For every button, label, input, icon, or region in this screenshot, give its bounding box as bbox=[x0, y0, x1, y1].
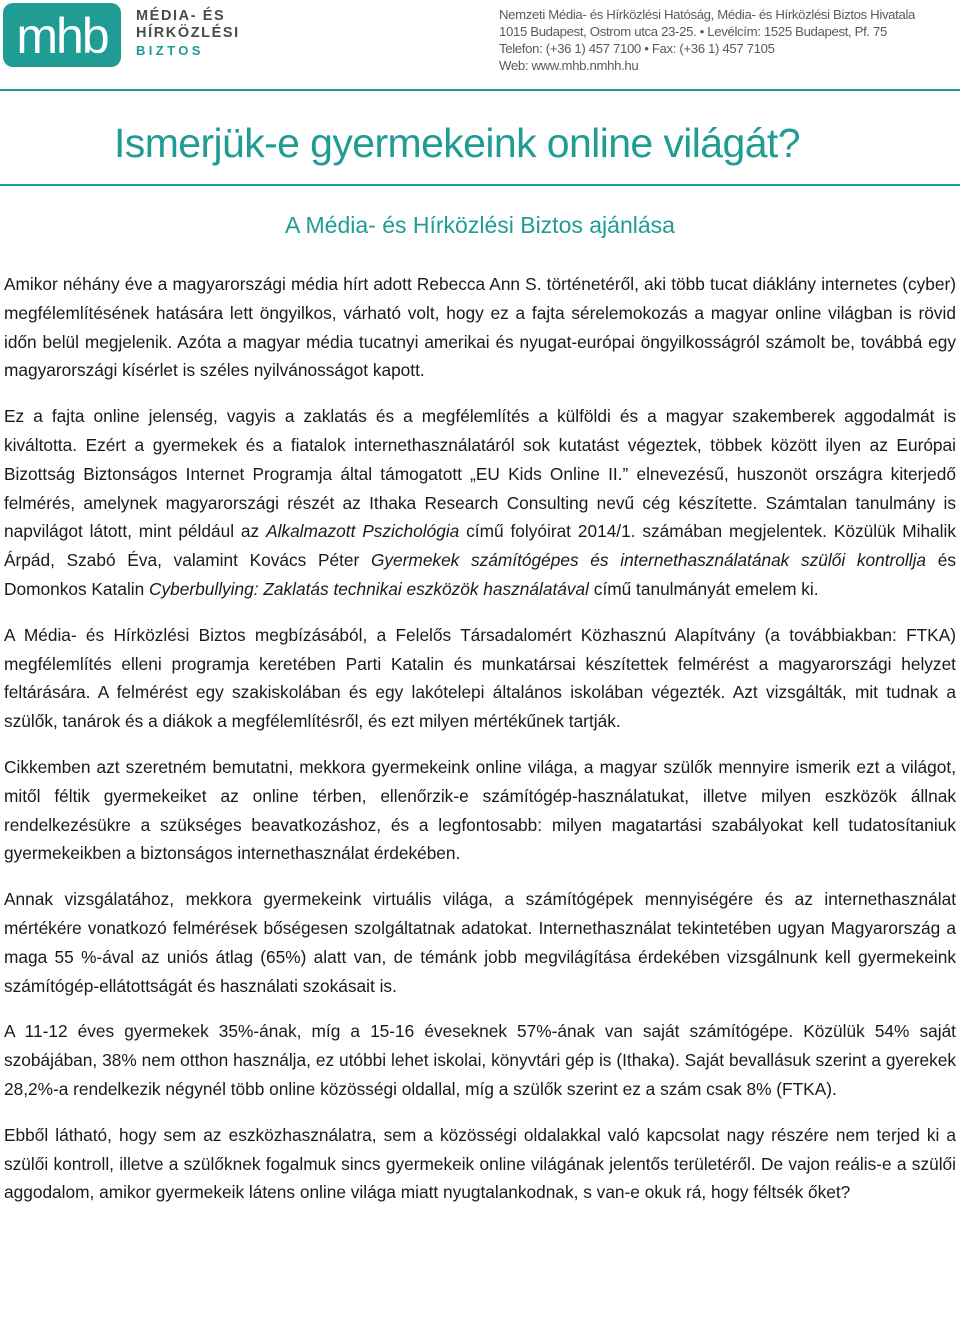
article-body bbox=[4, 270, 956, 1224]
logo-line-2: HÍRKÖZLÉSI bbox=[136, 25, 240, 41]
contact-block bbox=[499, 6, 959, 74]
paragraph-6: A 11-12 éves gyermekek 35%-ának, míg a 15-16 éveseknek 57%-ának van saját számítógépe. Közülük 54% saját szobájában, 38% nem otthon használja, ez utóbbi lehet iskolai, könyvtári gép is (Ithaka). Saját bevallásuk szerint a gyerekek 28,2%-a rendelkezik négynél több online közösségi oldallal, míg a szülők szerint ez a szám csak 8% (FTKA). bbox=[4, 1021, 956, 1099]
paragraph-5: Annak vizsgálatához, mekkora gyermekeink virtuális világa, a számítógépek mennyiségére és az internethasználat mértékére vonatkozó felmérések bőségesen szolgáltatnak adatokat. Internethasználat tekintetében ugyan Magyarország a maga 55 %-ával az uniós átlag (65%) alatt van, de témánk jobb megvilágítása érdekében vizsgálnunk kell gyermekeink számítógép-ellátottságát és használati szokásait is. bbox=[4, 889, 956, 996]
document-subtitle: A Média- és Hírközlési Biztos ajánlása bbox=[285, 212, 675, 238]
logo-line-1: MÉDIA- ÉS bbox=[136, 8, 226, 24]
contact-web: Web: www.mhb.nmhh.hu bbox=[499, 58, 639, 73]
journal-title: Alkalmazott Pszichológia bbox=[266, 521, 460, 542]
header-divider bbox=[0, 89, 960, 91]
paragraph-7: Ebből látható, hogy sem az eszközhasználatra, sem a közösségi oldalakkal való kapcsolat nagy részére nem terjed ki a szülői kontroll, illetve a szülőknek fogalmuk sincs gyermekeik online világának jelentős területéről. De vajon reális-e a szülői aggodalom, amikor gyermekeik látens online világa miatt nyugtalankodnak, s van-e okuk rá, hogy féltsék őket? bbox=[4, 1124, 956, 1203]
contact-organization: Nemzeti Média- és Hírközlési Hatóság, Média- és Hírközlési Biztos Hivatala bbox=[499, 7, 916, 22]
document-title: Ismerjük-e gyermekeink online világát? bbox=[114, 120, 800, 166]
paragraph-1: Amikor néhány éve a magyarországi média hírt adott Rebecca Ann S. történetéről, aki több tucat diáklány internetes (cyber) megfélemlítésének hatására lett öngyilkos, várható volt, hogy ez a fajta sérelemokozás a magyar online világban is rövid időn belül megjelenik. Azóta a magyar média tucatnyi amerikai és nyugat-európai öngyilkosságról számolt be, továbbá egy magyarországi kísérlet is széles nyilvánosságot kapott. bbox=[4, 274, 956, 381]
paragraph-4: Cikkemben azt szeretném bemutatni, mekkora gyermekeink online világa, a magyar szülők mennyire ismerik ezt a világot, mitől féltik gyermekeiket az online térben, ellenőrzik-e számítógép-használatukat, illetve milyen eszközök állnak rendelkezésükre a szükséges beavatkozáshoz, és a legfontosabb: milyen magatartási szabályokat kell tudatosítaniuk gyermekeikben a biztonságos internethasználat érdekében. bbox=[4, 756, 956, 864]
paragraph-2-text-d: című tanulmányát emelem ki. bbox=[589, 578, 819, 599]
contact-phone-fax: Telefon: (+36 1) 457 7100 • Fax: (+36 1) 457 7105 bbox=[499, 41, 775, 56]
logo-line-3: BIZTOS bbox=[136, 43, 204, 58]
mhb-logo-mark bbox=[3, 3, 121, 67]
paragraph-2-text-c: és Domonkos Katalin bbox=[4, 550, 956, 599]
study-title-2: Cyberbullying: Zaklatás technikai eszközök használatával bbox=[149, 578, 589, 599]
mhb-logo-icon bbox=[3, 3, 121, 67]
paragraph-2 bbox=[4, 402, 956, 604]
svg-text:mhb: mhb bbox=[16, 8, 108, 64]
paragraph-2-text-b: című folyóirat 2014/1. számában megjelentek. Közülük Mihalik Árpád, Szabó Éva, valamint Kovács Péter bbox=[4, 521, 956, 571]
logo-wordmark bbox=[136, 8, 240, 59]
paragraph-2-text-a: Ez a fajta online jelenség, vagyis a zaklatás és a megfélemlítés a külföldi és a magyar szakemberek aggodalmát is kiváltotta. Ezért a gyermekek és a fiatalok internethasználatáról sok kutatást végeztek, többek között ilyen az Európai Bizottság Biztonságos Internet Programja által támogatott „EU Kids Online II.” elnevezésű, huszonöt országra kiterjedő felmérés, amelynek magyarországi részét az Ithaka Research Consulting nevű cég készítette. Számtalan tanulmány is napvilágot látott, mint például az bbox=[4, 406, 956, 542]
contact-address: 1015 Budapest, Ostrom utca 23-25. • Levélcím: 1525 Budapest, Pf. 75 bbox=[499, 24, 888, 39]
paragraph-3: A Média- és Hírközlési Biztos megbízásából, a Felelős Társadalomért Közhasznú Alapítvány (a továbbiakban: FTKA) megfélemlítés elleni programja keretében Parti Katalin és munkatársai készítettek felmérést a magyarországi helyzet feltárására. A felmérést egy szakiskolában és egy lakótelepi általános iskolában végezték. Azt vizsgálták, mit tudnak a szülők, tanárok és a diákok a megfélemlítésről, és ezt milyen mértékűnek tartják. bbox=[4, 624, 956, 732]
letterhead bbox=[0, 0, 960, 92]
title-divider bbox=[0, 184, 960, 186]
study-title-1: Gyermekek számítógépes és internethasználatának szülői kontrollja bbox=[370, 550, 927, 571]
